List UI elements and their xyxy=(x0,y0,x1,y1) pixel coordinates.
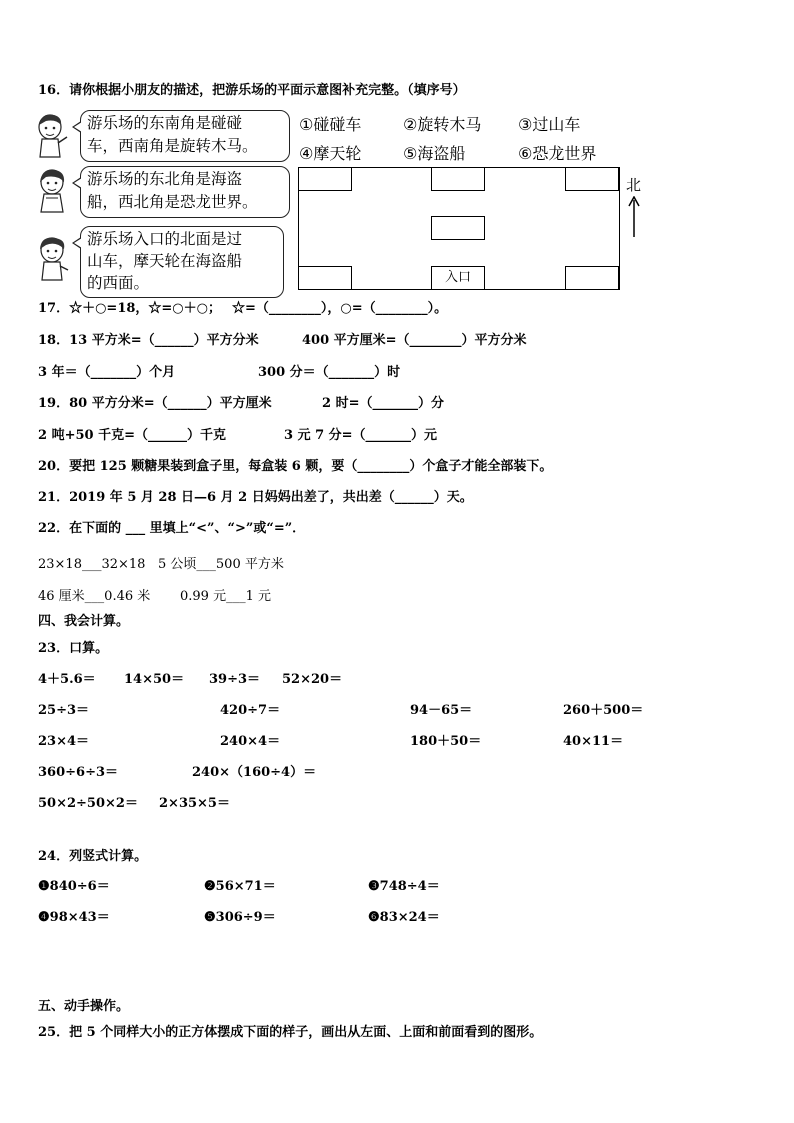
q23-r2-2: 420÷7＝ xyxy=(220,703,281,718)
q23-r4-1: 360÷6÷3＝ xyxy=(38,765,119,780)
q22-row1-a: 23×18___32×18 xyxy=(38,557,146,572)
q23-r2-1: 25÷3＝ xyxy=(38,703,90,718)
bubble-3-line-3: 的西面。 xyxy=(87,274,150,292)
bubble-1-line-1: 游乐场的东南角是碰碰 xyxy=(87,114,243,132)
q22-row2-a: 46 厘米___0.46 米 xyxy=(38,589,151,604)
map-cell-southeast[interactable] xyxy=(565,266,619,290)
q21: 21．2019 年 5 月 28 日—6 月 2 日妈妈出差了，共出差（______）天。 xyxy=(38,490,473,505)
q23-r1-4: 52×20＝ xyxy=(282,672,343,687)
map-cell-center[interactable] xyxy=(431,216,485,240)
q23-r5-2: 2×35×5＝ xyxy=(159,796,230,811)
map-cell-southwest[interactable] xyxy=(298,266,352,290)
option-1: ①碰碰车 xyxy=(299,115,362,134)
q20: 20．要把 125 颗糖果装到盒子里，每盒装 6 颗，要（________）个盒子才能全部装下。 xyxy=(38,459,553,474)
q23-r5-1: 50×2÷50×2＝ xyxy=(38,796,138,811)
q23-r3-3: 180＋50＝ xyxy=(410,734,482,749)
bubble-2-line-1: 游乐场的东北角是海盗 xyxy=(87,170,243,188)
q24-r1-2: ❷56×71＝ xyxy=(204,879,276,894)
map-cell-northwest[interactable] xyxy=(298,167,352,191)
q19-b: 2 时=（_______）分 xyxy=(322,396,444,411)
q23-r2-3: 94－65＝ xyxy=(410,703,473,718)
bubble-3-line-1: 游乐场入口的北面是过 xyxy=(87,230,243,248)
q24-r1-3: ❸748÷4＝ xyxy=(368,879,440,894)
q23-r2-4: 260＋500＝ xyxy=(563,703,644,718)
q18-a: 18．13 平方米=（______）平方分米 xyxy=(38,333,259,348)
q19-a: 19．80 平方分米=（______）平方厘米 xyxy=(38,396,272,411)
child-avatar-icon xyxy=(36,236,72,282)
q24-r2-1: ❹98×43＝ xyxy=(38,910,110,925)
north-label: 北 xyxy=(626,176,642,194)
section-5-heading: 五、动手操作。 xyxy=(38,999,130,1014)
bubble-3-line-2: 山车，摩天轮在海盗船 xyxy=(87,252,243,270)
option-3: ③过山车 xyxy=(518,115,581,134)
q23-r1-1: 4＋5.6＝ xyxy=(38,672,96,687)
speech-bubble-1 xyxy=(80,110,290,162)
q24-r2-3: ❻83×24＝ xyxy=(368,910,440,925)
north-arrow-icon xyxy=(627,196,641,238)
section-4-heading: 四、我会计算。 xyxy=(38,614,130,629)
bubble-1-line-2: 车，西南角是旋转木马。 xyxy=(87,137,258,155)
q18-d: 300 分＝（_______）时 xyxy=(258,365,401,380)
bubble-2-line-2: 船，西北角是恐龙世界。 xyxy=(87,193,258,211)
map-cell-northeast[interactable] xyxy=(565,167,619,191)
q25: 25．把 5 个同样大小的正方体摆成下面的样子，画出从左面、上面和前面看到的图形。 xyxy=(38,1025,543,1040)
q23-r4-2: 240×（160÷4）＝ xyxy=(192,765,317,780)
q18-b: 400 平方厘米=（________）平方分米 xyxy=(302,333,527,348)
q22-row2-b: 0.99 元___1 元 xyxy=(180,589,271,604)
option-5: ⑤海盗船 xyxy=(403,144,466,163)
q23-r3-2: 240×4＝ xyxy=(220,734,281,749)
q24-title: 24．列竖式计算。 xyxy=(38,849,148,864)
map-cell-north-center[interactable] xyxy=(431,167,485,191)
girl-avatar-icon xyxy=(36,168,72,214)
q19-c: 2 吨+50 千克=（______）千克 xyxy=(38,428,226,443)
boy-avatar-icon xyxy=(34,113,70,159)
amusement-park-map xyxy=(298,167,620,290)
speech-bubble-3 xyxy=(80,226,284,298)
q23-r3-4: 40×11＝ xyxy=(563,734,624,749)
q18-c: 3 年＝（_______）个月 xyxy=(38,365,176,380)
q17: 17．☆＋○=18，☆=○＋○； ☆=（________），○=（________）。 xyxy=(38,301,448,316)
q23-title: 23．口算。 xyxy=(38,641,109,656)
q23-r1-3: 39÷3＝ xyxy=(209,672,261,687)
map-cell-entrance: 入口 xyxy=(431,266,485,290)
option-6: ⑥恐龙世界 xyxy=(518,144,597,163)
q19-d: 3 元 7 分=（_______）元 xyxy=(284,428,438,443)
q23-r1-2: 14×50＝ xyxy=(124,672,185,687)
q22-row1-b: 5 公顷___500 平方米 xyxy=(158,557,284,572)
q24-r2-2: ❺306÷9＝ xyxy=(204,910,276,925)
option-4: ④摩天轮 xyxy=(299,144,362,163)
q23-r3-1: 23×4＝ xyxy=(38,734,90,749)
q22-title: 22．在下面的 ___ 里填上“<”、“>”或“=”． xyxy=(38,521,306,536)
option-2: ②旋转木马 xyxy=(403,115,482,134)
q16-title: 16．请你根据小朋友的描述，把游乐场的平面示意图补充完整。（填序号） xyxy=(38,83,466,98)
speech-bubble-2 xyxy=(80,166,290,218)
q24-r1-1: ❶840÷6＝ xyxy=(38,879,110,894)
